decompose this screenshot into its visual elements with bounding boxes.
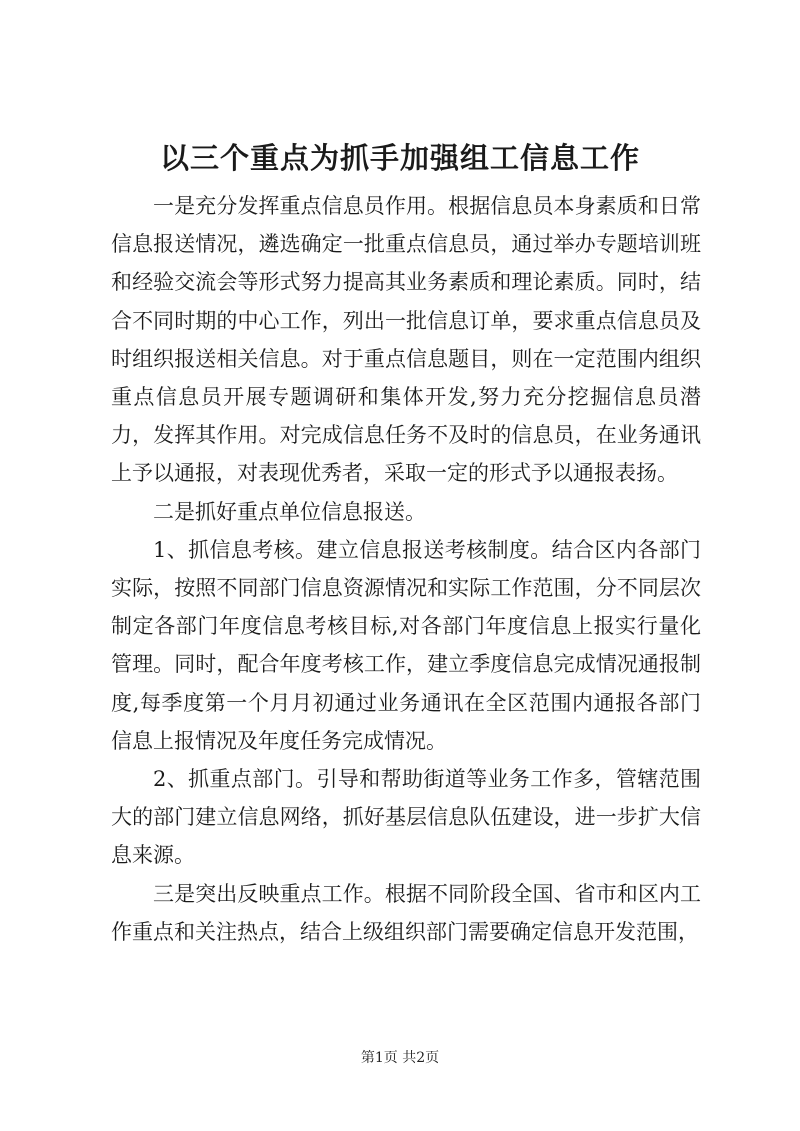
paragraph-key-units-heading: 二是抓好重点单位信息报送。 xyxy=(153,499,426,524)
page-footer: 第1页 共2页 xyxy=(360,1050,440,1066)
paragraph-assessment: 1、抓信息考核。建立信息报送考核制度。结合区内各部门实际，按照不同部门信息资源情况和实际工作范围，分不同层次制定各部门年度信息考核目标,对各部门年度信息上报实行量化管理。同时，配合年度考核工作，建立季度信息完成情况通报制度,每季度第一个月月初通过业务通讯在全区范围内通报各部门信息上报情况及年度任务完成情况。 xyxy=(111,537,701,753)
paragraph-key-departments: 2、抓重点部门。引导和帮助街道等业务工作多，管辖范围大的部门建立信息网络，抓好基层信息队伍建设，进一步扩大信息来源。 xyxy=(111,767,701,868)
document-title: 以三个重点为抓手加强组工信息工作 xyxy=(159,141,640,175)
paragraph-key-work: 三是突出反映重点工作。根据不同阶段全国、省市和区内工作重点和关注热点，结合上级组织部门需要确定信息开发范围， xyxy=(111,881,701,944)
document-body xyxy=(111,187,701,951)
paragraph-key-informants: 一是充分发挥重点信息员作用。根据信息员本身素质和日常信息报送情况，遴选确定一批重点信息员，通过举办专题培训班和经验交流会等形式努力提高其业务素质和理论素质。同时，结合不同时期的中心工作，列出一批信息订单，要求重点信息员及时组织报送相关信息。对于重点信息题目，则在一定范围内组织重点信息员开展专题调研和集体开发,努力充分挖掘信息员潜力，发挥其作用。对完成信息任务不及时的信息员，在业务通讯上予以通报，对表现优秀者，采取一定的形式予以通报表扬。 xyxy=(111,194,701,486)
